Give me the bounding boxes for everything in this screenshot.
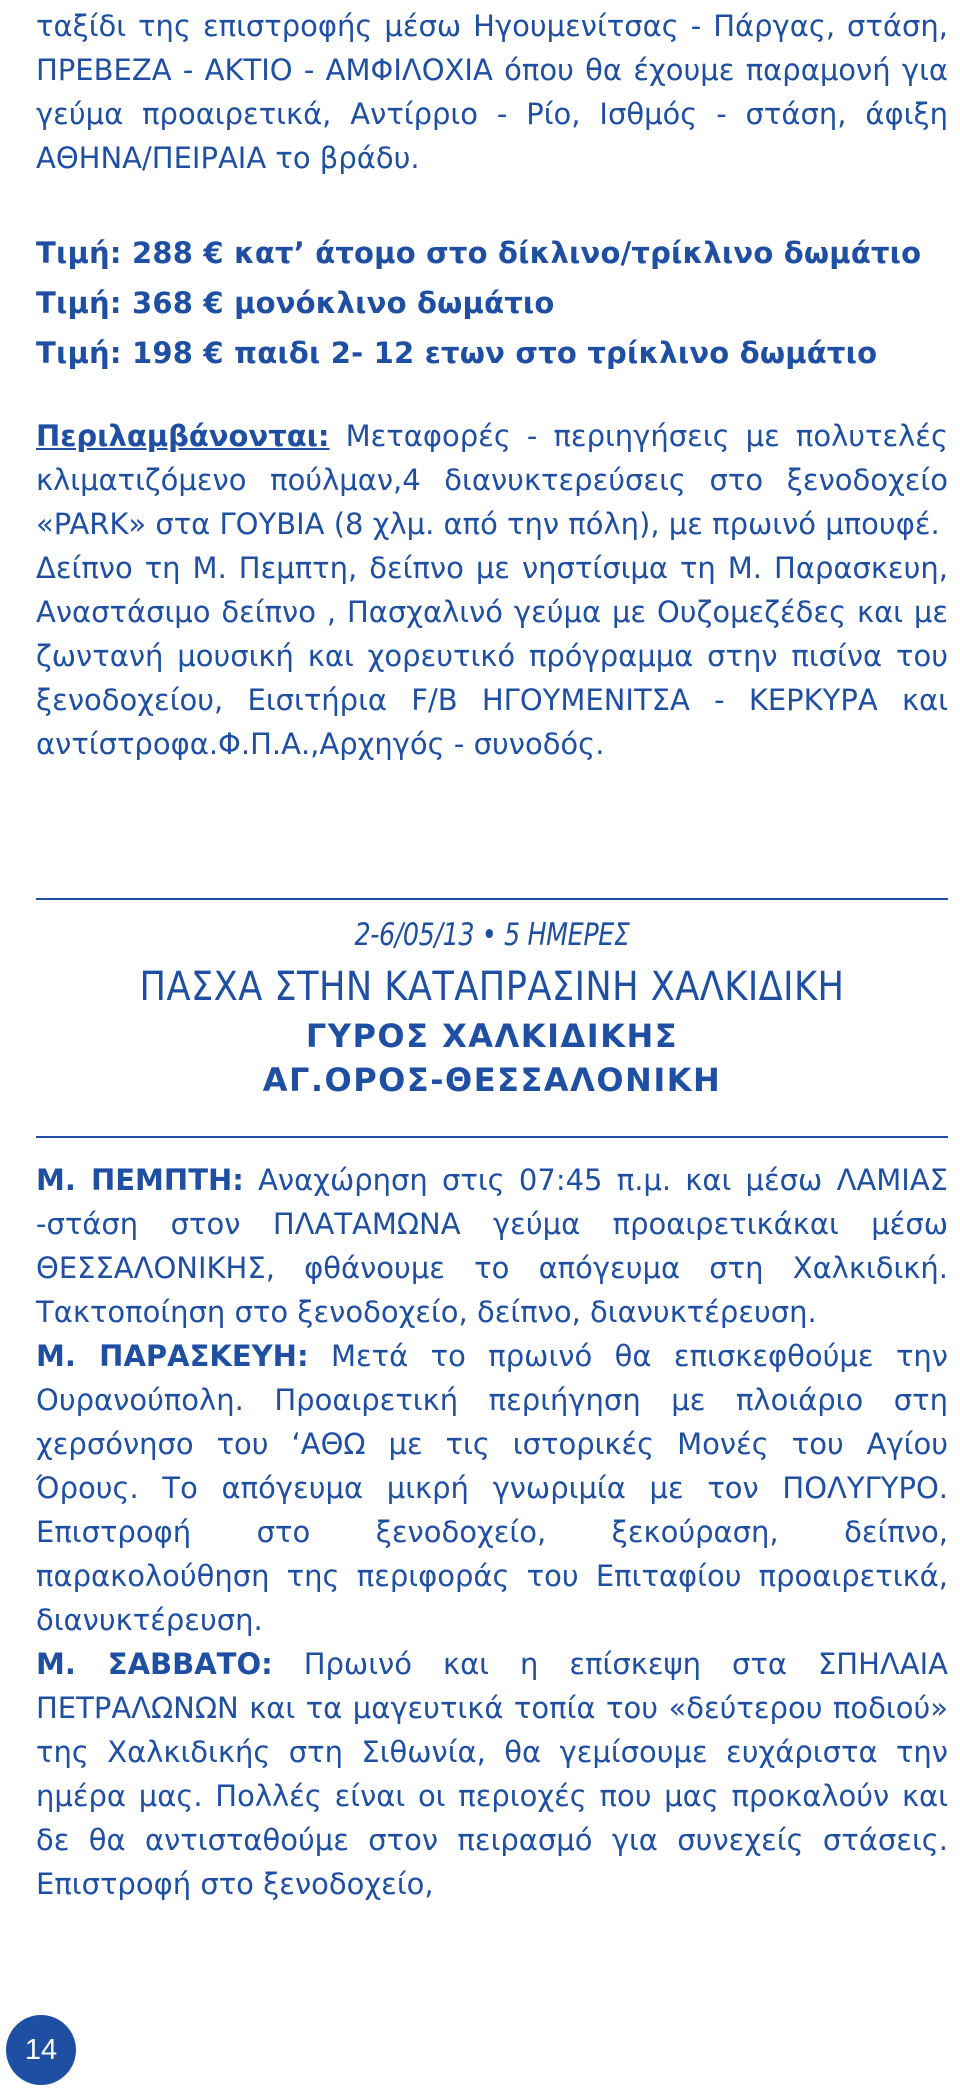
included-paragraph bbox=[36, 414, 948, 546]
intro-text: ταξίδι της επιστροφής μέσω Ηγουμενίτσας - Πάργας, στάση, ΠΡΕΒΕΖΑ - ΑΚΤΙΟ - ΑΜΦΙΛΟΧΙΑ όπου θα έχουμε παραμονή για γεύμα προαιρετικά, Αντίρριο - Ρίο, Ισθμός - στάση, άφιξη ΑΘΗΝΑ/ΠΕΙΡΑΙΑ το βράδυ. bbox=[36, 9, 948, 175]
price-line-double: Τιμή: 288 € κατ’ άτομο στο δίκλινο/τρίκλινο δωμάτιο bbox=[36, 236, 922, 270]
trip-subtitle-1: ΓΥΡΟΣ ΧΑΛΚΙΔΙΚΗΣ bbox=[305, 1017, 679, 1055]
day-text: Πρωινό και η επίσκεψη στα ΣΠΗΛΑΙΑ ΠΕΤΡΑΛΩΝΩΝ και τα μαγευτικά τοπία του «δεύτερου ποδιού» της Χαλκιδικής στη Σιθωνία, θα γεμίσουμε ευχάριστα την ημέρα μας. Πολλές είναι οι περιοχές που μας προκαλούν και δε θα αντισταθούμε στον πειρασμό για συνεχείς στάσεις. Επιστροφή στο ξενοδοχείο, bbox=[36, 1647, 948, 1901]
price-line-child: Τιμή: 198 € παιδι 2- 12 ετων στο τρίκλινο δωμάτιο bbox=[36, 336, 878, 370]
trip-dates: 2-6/05/13 • 5 ΗΜΕΡΕΣ bbox=[354, 917, 630, 953]
page-number: 14 bbox=[24, 2033, 58, 2066]
price-list bbox=[36, 228, 948, 378]
included-label: Περιλαμβάνονται: bbox=[36, 419, 330, 453]
section-divider-bottom bbox=[36, 1136, 948, 1138]
day-label: Μ. ΠΑΡΑΣΚΕΥΗ: bbox=[36, 1339, 309, 1373]
day-label: Μ. ΠΕΜΠΤΗ: bbox=[36, 1163, 244, 1197]
trip-header bbox=[36, 912, 948, 1102]
included-meals-text: Δείπνο τη Μ. Πεμπτη, δείπνο με νηστίσιμα τη Μ. Παρασκευη, Αναστάσιμο δείπνο , Πασχαλινό γεύμα με Ουζομεζέδες και με ζωντανή μουσική και χορευτικό πρόγραμμα στην πισίνα του ξενοδοχείου, Εισιτήρια F/B ΗΓΟΥΜΕΝΙΤΣΑ - ΚΕΡΚΥΡΑ και αντίστροφα.Φ.Π.Α.,Αρχηγός - συνοδός. bbox=[36, 551, 948, 761]
day-text: Μετά το πρωινό θα επισκεφθούμε την Ουρανούπολη. Προαιρετική περιήγηση με πλοιάριο στη χερσόνησο του ‘ΑΘΩ με τις ιστορικές Μονές του Αγίου Όρους. Το απόγευμα μικρή γνωριμία με τον ΠΟΛΥΓΥΡΟ. Επιστροφή στο ξενοδοχείο, ξεκούραση, δείπνο, παρακολούθηση της περιφοράς του Επιταφίου προαιρετικά, διανυκτέρευση. bbox=[36, 1339, 948, 1637]
price-line-single: Τιμή: 368 € μονόκλινο δωμάτιο bbox=[36, 286, 555, 320]
trip-title: ΠΑΣΧΑ ΣΤΗΝ ΚΑΤΑΠΡΑΣΙΝΗ ΧΑΛΚΙΔΙΚΗ bbox=[139, 964, 845, 1010]
itinerary-day-friday bbox=[36, 1334, 948, 1642]
day-label: Μ. ΣΑΒΒΑΤΟ: bbox=[36, 1647, 273, 1681]
included-section bbox=[36, 414, 948, 766]
intro-paragraph bbox=[36, 4, 948, 180]
included-text: Μεταφορές - περιηγήσεις με πολυτελές κλιματιζόμενο πούλμαν,4 διανυκτερεύσεις στο ξενοδοχείο «PARK» στα ΓΟΥΒΙΑ (8 χλμ. από την πόλη), με πρωινό μπουφέ. bbox=[36, 419, 948, 541]
itinerary-day-saturday bbox=[36, 1642, 948, 1906]
day-text: Αναχώρηση στις 07:45 π.μ. και μέσω ΛΑΜΙΑΣ -στάση στον ΠΛΑΤΑΜΩΝΑ γεύμα προαιρετικάκαι μέσω ΘΕΣΣΑΛΟΝΙΚΗΣ, φθάνουμε το απόγευμα στη Χαλκιδική. Τακτοποίηση στο ξενοδοχείο, δείπνο, διανυκτέρευση. bbox=[36, 1163, 948, 1329]
itinerary bbox=[36, 1158, 948, 1906]
itinerary-day-thursday bbox=[36, 1158, 948, 1334]
trip-subtitle-2: ΑΓ.ΟΡΟΣ-ΘΕΣΣΑΛΟΝΙΚΗ bbox=[262, 1061, 722, 1099]
page-number-badge bbox=[6, 2015, 76, 2085]
section-divider-top bbox=[36, 898, 948, 900]
